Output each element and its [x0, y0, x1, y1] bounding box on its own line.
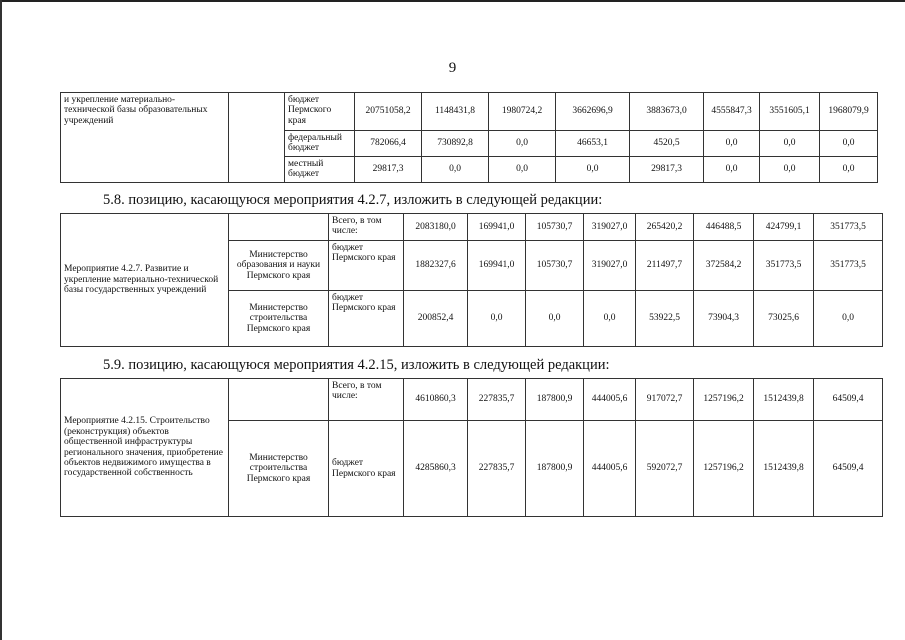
executor-cell [229, 93, 285, 183]
table-row [61, 93, 878, 131]
value-cell: 169941,0 [468, 241, 526, 291]
executor-cell: Министерство строительства Пермского края [229, 291, 329, 347]
value-cell: 4285860,3 [404, 421, 468, 517]
value-cell: 1257196,2 [694, 379, 754, 421]
value-cell: 0,0 [556, 157, 630, 183]
value-cell: 1882327,6 [404, 241, 468, 291]
value-cell: 53922,5 [636, 291, 694, 347]
value-cell: 1968079,9 [820, 93, 878, 131]
value-cell: 4555847,3 [704, 93, 760, 131]
value-cell: 372584,2 [694, 241, 754, 291]
value-cell: 319027,0 [584, 241, 636, 291]
value-cell: 444005,6 [584, 379, 636, 421]
section-heading-5-9: 5.9. позицию, касающуюся мероприятия 4.2.15, изложить в следующей редакции: [103, 357, 610, 373]
value-cell: 73904,3 [694, 291, 754, 347]
value-cell: 917072,7 [636, 379, 694, 421]
value-cell: 73025,6 [754, 291, 814, 347]
value-cell: 444005,6 [584, 421, 636, 517]
value-cell: 0,0 [422, 157, 489, 183]
value-cell: 105730,7 [526, 241, 584, 291]
page-number: 9 [448, 60, 457, 76]
value-cell: 4610860,3 [404, 379, 468, 421]
value-cell: 265420,2 [636, 214, 694, 241]
value-cell: 592072,7 [636, 421, 694, 517]
funding-source: Всего, в том числе: [329, 214, 404, 241]
value-cell: 351773,5 [754, 241, 814, 291]
value-cell: 424799,1 [754, 214, 814, 241]
value-cell: 64509,4 [814, 379, 883, 421]
value-cell: 46653,1 [556, 131, 630, 157]
measure-title: Мероприятие 4.2.15. Строительство (реконструкция) объектов общественной инфраструктуры регионального значения, приобретение объектов недвижимого имущества в государственной собственность [61, 379, 229, 517]
funding-source: Всего, в том числе: [329, 379, 404, 421]
funding-source: бюджет Пермского края [329, 421, 404, 517]
value-cell: 4520,5 [630, 131, 704, 157]
table-row [61, 379, 883, 421]
value-cell: 0,0 [489, 157, 556, 183]
value-cell: 1257196,2 [694, 421, 754, 517]
value-cell: 3883673,0 [630, 93, 704, 131]
measure-title: Мероприятие 4.2.7. Развитие и укрепление материально-технической базы государственных учреждений [61, 214, 229, 347]
value-cell: 1980724,2 [489, 93, 556, 131]
table-measure-4-2-15 [60, 378, 883, 517]
value-cell: 0,0 [760, 131, 820, 157]
value-cell: 169941,0 [468, 214, 526, 241]
value-cell: 227835,7 [468, 379, 526, 421]
funding-source: федеральный бюджет [285, 131, 355, 157]
funding-source: бюджет Пермского края [329, 291, 404, 347]
value-cell: 0,0 [468, 291, 526, 347]
value-cell: 351773,5 [814, 214, 883, 241]
value-cell: 446488,5 [694, 214, 754, 241]
value-cell: 0,0 [820, 131, 878, 157]
executor-cell: Министерство строительства Пермского края [229, 421, 329, 517]
value-cell: 29817,3 [630, 157, 704, 183]
funding-source: бюджет Пермского края [329, 241, 404, 291]
value-cell: 105730,7 [526, 214, 584, 241]
value-cell: 0,0 [584, 291, 636, 347]
value-cell: 2083180,0 [404, 214, 468, 241]
value-cell: 1512439,8 [754, 421, 814, 517]
executor-cell [229, 379, 329, 421]
value-cell: 0,0 [704, 157, 760, 183]
value-cell: 0,0 [814, 291, 883, 347]
value-cell: 227835,7 [468, 421, 526, 517]
value-cell: 211497,7 [636, 241, 694, 291]
value-cell: 782066,4 [355, 131, 422, 157]
measure-title: и укрепление материально-технической базы образовательных учреждений [61, 93, 229, 183]
value-cell: 1148431,8 [422, 93, 489, 131]
value-cell: 0,0 [526, 291, 584, 347]
table-continuation [60, 92, 878, 183]
value-cell: 29817,3 [355, 157, 422, 183]
value-cell: 64509,4 [814, 421, 883, 517]
section-heading-5-8: 5.8. позицию, касающуюся мероприятия 4.2.7, изложить в следующей редакции: [103, 192, 603, 208]
page-edge-top [0, 0, 905, 2]
value-cell: 3551605,1 [760, 93, 820, 131]
executor-cell [229, 214, 329, 241]
value-cell: 0,0 [760, 157, 820, 183]
value-cell: 200852,4 [404, 291, 468, 347]
value-cell: 319027,0 [584, 214, 636, 241]
table-measure-4-2-7 [60, 213, 883, 347]
value-cell: 351773,5 [814, 241, 883, 291]
funding-source: бюджет Пермского края [285, 93, 355, 131]
funding-source: местный бюджет [285, 157, 355, 183]
value-cell: 0,0 [489, 131, 556, 157]
value-cell: 0,0 [820, 157, 878, 183]
table-row [61, 214, 883, 241]
page-edge-left [0, 0, 2, 640]
value-cell: 3662696,9 [556, 93, 630, 131]
executor-cell: Министерство образования и науки Пермского края [229, 241, 329, 291]
value-cell: 730892,8 [422, 131, 489, 157]
value-cell: 20751058,2 [355, 93, 422, 131]
value-cell: 1512439,8 [754, 379, 814, 421]
value-cell: 187800,9 [526, 421, 584, 517]
value-cell: 187800,9 [526, 379, 584, 421]
value-cell: 0,0 [704, 131, 760, 157]
